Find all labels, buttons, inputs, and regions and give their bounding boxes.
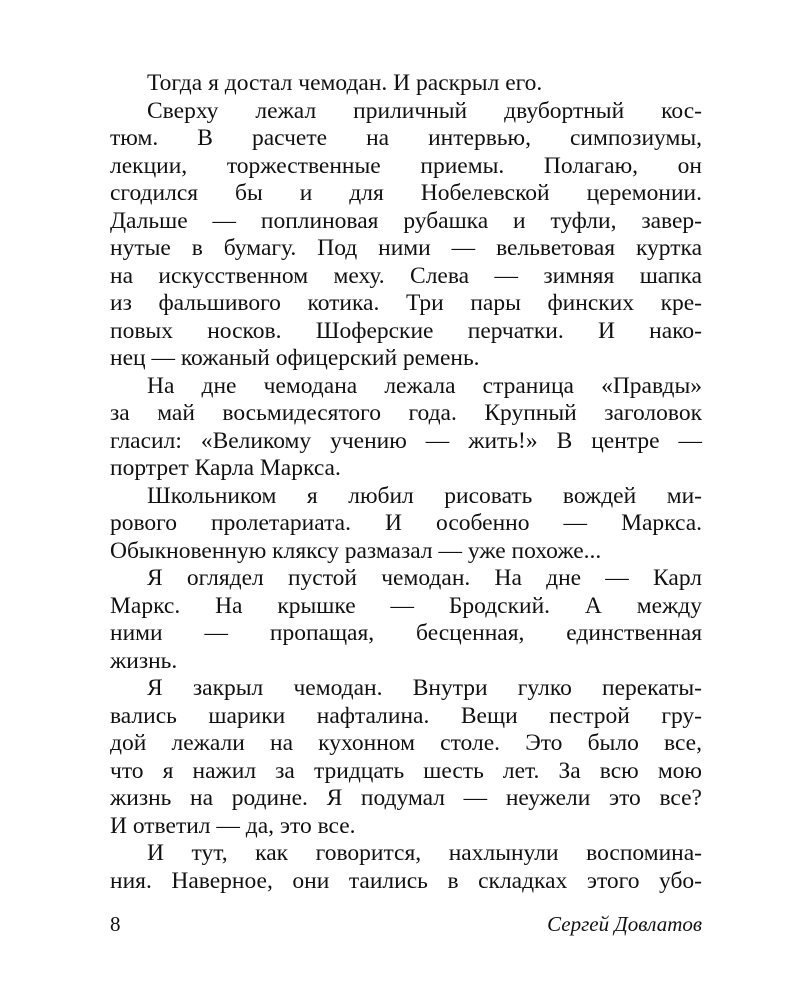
- body-text: [110, 70, 702, 895]
- text-line: нутые в бумагу. Под ними — вельветовая куртка: [110, 235, 702, 261]
- text-line: тюм. В расчете на интервью, симпозиумы,: [110, 125, 702, 151]
- text-line: ними — пропащая, бесценная, единственная: [110, 620, 702, 646]
- text-line: лекции, торжественные приемы. Полагаю, он: [110, 152, 702, 179]
- text-line: дой лежали на кухонном столе. Это было все,: [110, 730, 702, 756]
- text-line: портрет Карла Маркса.: [110, 455, 341, 481]
- page-footer: [110, 912, 702, 942]
- paragraph: [110, 483, 702, 566]
- text-line: Я оглядел пустой чемодан. На дне — Карл: [147, 565, 702, 591]
- text-line: Обыкновенную кляксу размазал — уже похоже...: [110, 537, 602, 564]
- paragraph: [110, 373, 702, 483]
- text-line: жизнь.: [110, 647, 178, 674]
- author-name: Сергей Довлатов: [547, 912, 702, 936]
- text-line: На дне чемодана лежала страница «Правды»: [147, 372, 702, 399]
- text-line: повых носков. Шоферские перчатки. И нако-: [110, 317, 702, 344]
- paragraph: [110, 70, 702, 98]
- paragraph: [110, 565, 702, 675]
- page-number: 8: [110, 912, 121, 936]
- text-line: Тогда я достал чемодан. И раскрыл его.: [147, 70, 543, 96]
- text-line: Маркс. На крышке — Бродский. А между: [110, 592, 702, 619]
- text-line: И тут, как говорится, нахлынули воспомина-: [147, 840, 702, 866]
- text-line: нец — кожаный офицерский ремень.: [110, 345, 480, 371]
- paragraph: [110, 98, 702, 373]
- text-line: сгодился бы и для Нобелевской церемонии.: [110, 180, 702, 206]
- text-line: жизнь на родине. Я подумал — неужели это все?: [110, 785, 702, 811]
- text-line: вались шарики нафталина. Вещи пестрой гру-: [110, 702, 702, 729]
- text-line: Школьником я любил рисовать вождей ми-: [147, 482, 702, 509]
- text-line: Дальше — поплиновая рубашка и туфли, завер-: [110, 207, 702, 234]
- text-line: гласил: «Великому учению — жить!» В центре —: [110, 427, 702, 454]
- text-line: И ответил — да, это все.: [110, 812, 356, 839]
- text-line: Я закрыл чемодан. Внутри гулко перекаты-: [147, 675, 702, 701]
- text-line: из фальшивого котика. Три пары финских кре-: [110, 290, 702, 316]
- book-page: [110, 70, 702, 895]
- text-line: ния. Наверное, они таились в складках этого убо-: [110, 867, 702, 894]
- text-line: за май восьмидесятого года. Крупный заголовок: [110, 400, 702, 426]
- text-line: что я нажил за тридцать шесть лет. За всю мою: [110, 757, 702, 784]
- text-line: рового пролетариата. И особенно — Маркса.: [110, 510, 702, 536]
- text-line: на искусственном меху. Слева — зимняя шапка: [110, 262, 702, 289]
- text-line: Сверху лежал приличный двубортный кос-: [147, 97, 702, 124]
- paragraph: [110, 675, 702, 840]
- paragraph: [110, 840, 702, 895]
